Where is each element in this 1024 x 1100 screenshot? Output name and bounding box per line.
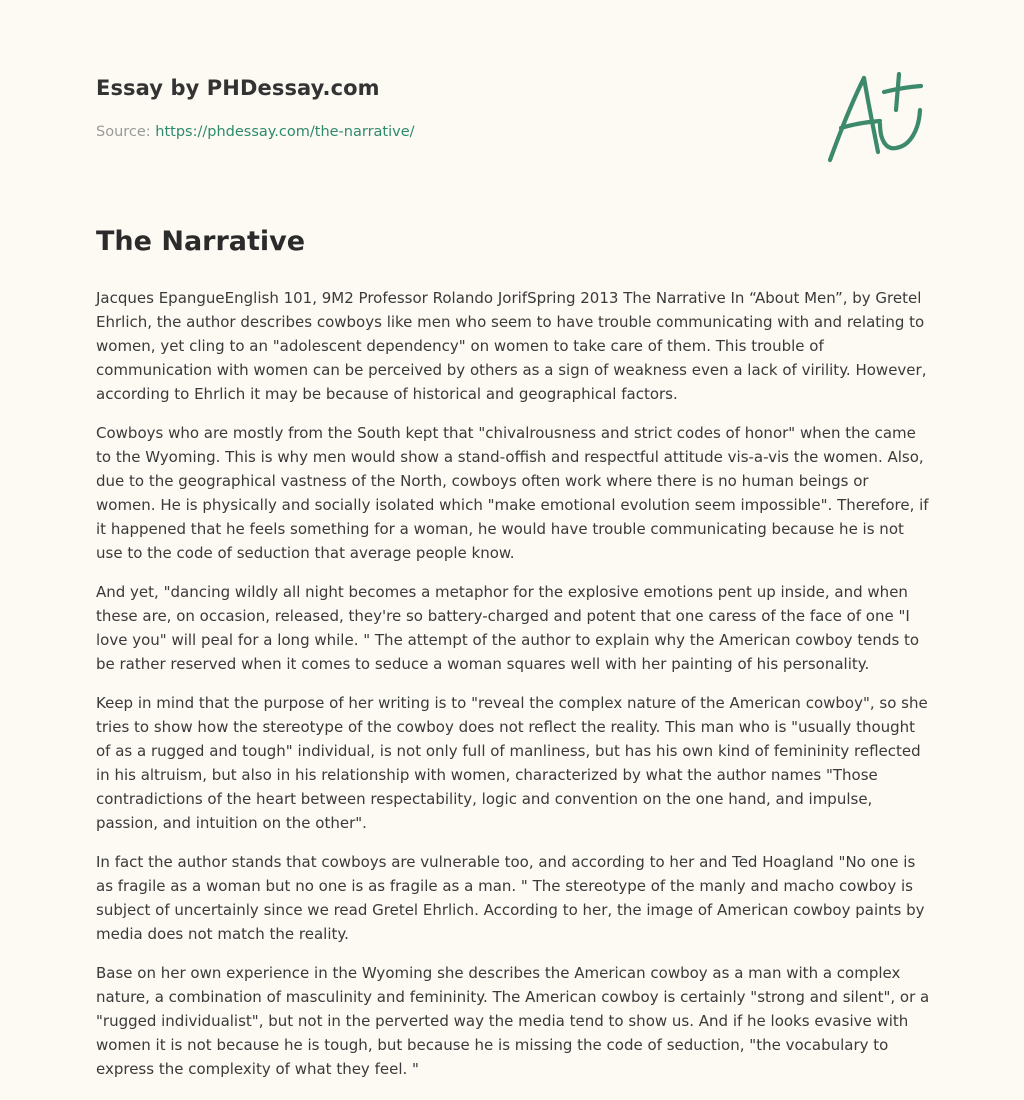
source-line [96, 124, 415, 140]
page-header [96, 0, 928, 200]
essay-paragraph: Jacques EpangueEnglish 101, 9M2 Professor Rolando JorifSpring 2013 The Narrative In “About Men”, by Gretel Ehrlich, the author describes cowboys like men who seem to have trouble communicating with and relating to women, yet cling to an "adolescent dependency" on women to take care of them. This trouble of communication with women can be perceived by others as a sign of weakness even a lack of virility. However, according to Ehrlich it may be because of historical and geographical factors. [96, 289, 927, 403]
source-link[interactable]: https://phdessay.com/the-narrative/ [155, 124, 415, 140]
source-label: Source: [96, 124, 151, 140]
essay-paragraph: Base on her own experience in the Wyoming she describes the American cowboy as a man with a complex nature, a combination of masculinity and femininity. The American cowboy is certainly "strong and silent", or a "rugged individualist", but not in the perverted way the media tend to show us. And if he looks evasive with women it is not because he is tough, but because he is missing the code of seduction, "the vocabulary to express the complexity of what they feel. " [96, 964, 930, 1078]
essay-paragraph: Cowboys who are mostly from the South kept that "chivalrousness and strict codes of honor" when the came to the Wyoming. This is why men would show a stand-offish and respectful attitude vis-a-vis the women. Also, due to the geographical vastness of the North, cowboys often work where there is no human beings or women. He is physically and socially isolated which "make emotional evolution seem impossible". Therefore, if it happened that he feels something for a woman, he would have trouble communicating because he is not use to the code of seduction that average people know. [96, 424, 929, 562]
essay-body [96, 286, 932, 1096]
essay-paragraph: And yet, "dancing wildly all night becomes a metaphor for the explosive emotions pent up inside, and when these are, on occasion, released, they're so battery-charged and potent that one caress of the face of one "I love you" will peal for a long while. " The attempt of the author to explain why the American cowboy tends to be rather reserved when it comes to seduce a woman squares well with her painting of his personality. [96, 583, 920, 673]
site-title: Essay by PHDessay.com [96, 76, 380, 100]
essay-title: The Narrative [96, 226, 306, 257]
a-plus-logo-icon [824, 66, 928, 166]
essay-paragraph: Keep in mind that the purpose of her writing is to "reveal the complex nature of the American cowboy", so she tries to show how the stereotype of the cowboy does not reflect the reality. This man who is "usually thought of as a rugged and tough" individual, is not only full of manliness, but has his own kind of femininity reflected in his altruism, but also in his relationship with women, characterized by what the author names "Those contradictions of the heart between respectability, logic and convention on the one hand, and impulse, passion, and intuition on the other". [96, 694, 928, 832]
essay-paragraph: In fact the author stands that cowboys are vulnerable too, and according to her and Ted Hoagland "No one is as fragile as a woman but no one is as fragile as a man. " The stereotype of the manly and macho cowboy is subject of uncertainly since we read Gretel Ehrlich. According to her, the image of American cowboy paints by media does not match the reality. [96, 853, 925, 943]
